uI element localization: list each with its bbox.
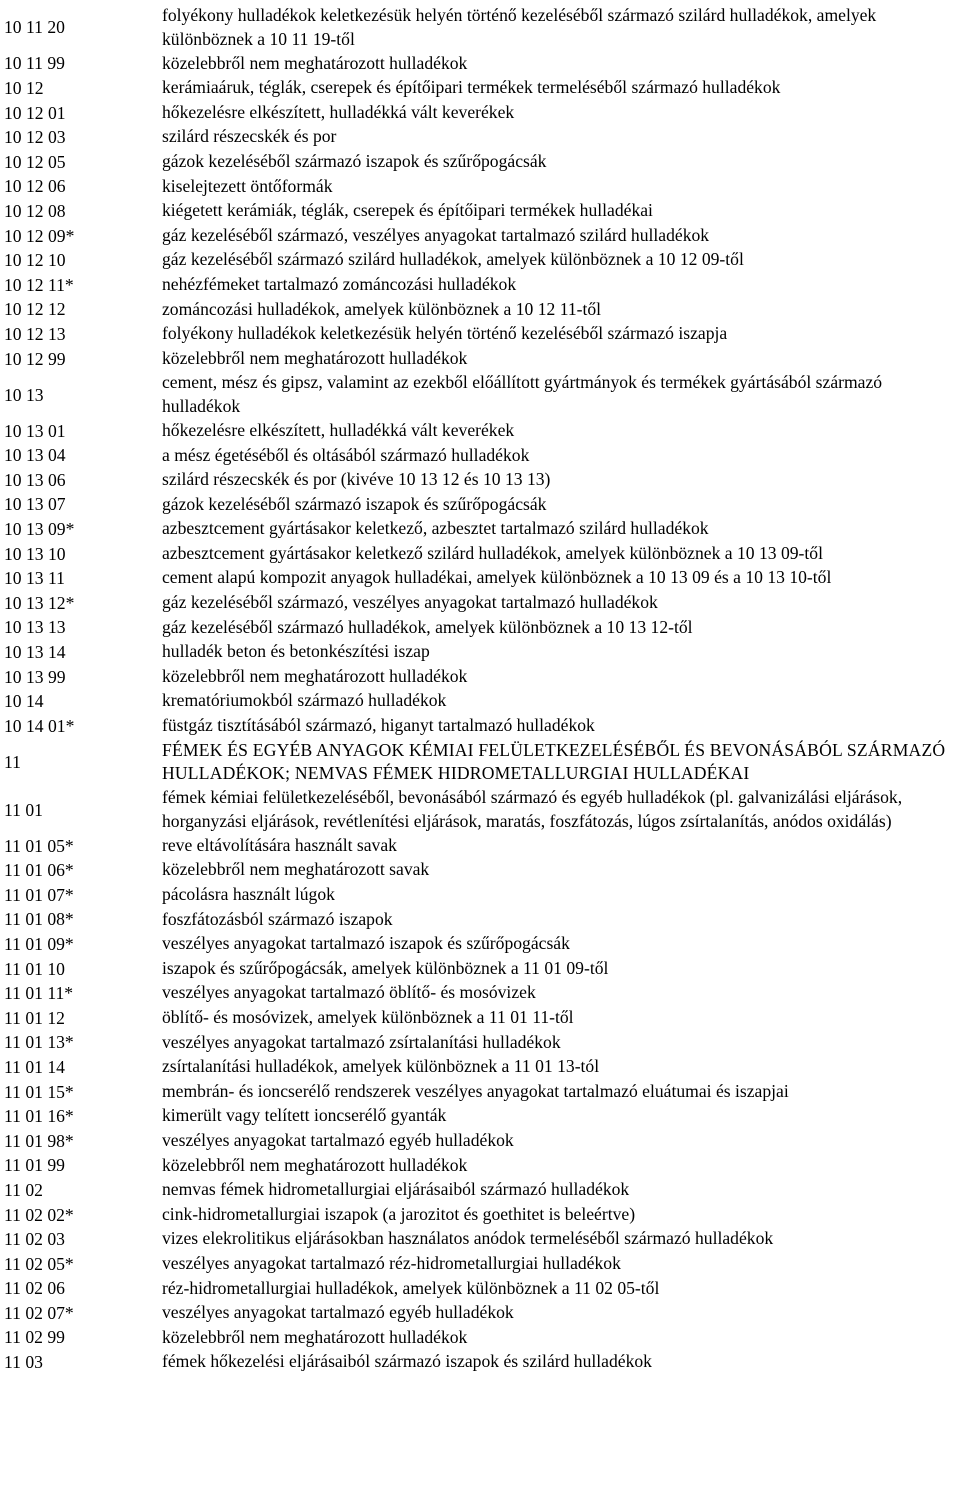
waste-description: füstgáz tisztításából származó, higanyt tartalmazó hulladékok	[162, 715, 595, 736]
waste-code: 11 02 05*	[4, 1253, 74, 1274]
list-item	[0, 101, 960, 126]
list-item	[0, 468, 960, 493]
waste-code: 11 03	[4, 1352, 43, 1373]
waste-code: 11 01	[4, 799, 43, 820]
list-item	[0, 1080, 960, 1105]
waste-description: FÉMEK ÉS EGYÉB ANYAGOK KÉMIAI FELÜLETKEZELÉSÉBŐL ÉS BEVONÁSÁBÓL SZÁRMAZÓ HULLADÉKOK; NEMVAS FÉMEK HIDROMETALLURGIAI HULLADÉKAI	[162, 739, 946, 784]
list-item	[0, 273, 960, 298]
list-item	[0, 957, 960, 982]
waste-code: 10 11 99	[4, 53, 65, 74]
list-item	[0, 4, 960, 52]
waste-code: 10 14	[4, 691, 44, 712]
list-item	[0, 858, 960, 883]
waste-description: membrán- és ioncserélő rendszerek veszélyes anyagokat tartalmazó eluátumai és iszapjai	[162, 1080, 789, 1101]
waste-description: folyékony hulladékok keletkezésük helyén történő kezeléséből származó szilárd hulladékok, amelyek különböznek a 10 11 19-től	[162, 5, 877, 49]
list-item	[0, 1252, 960, 1277]
list-item	[0, 347, 960, 372]
waste-description: közelebbről nem meghatározott savak	[162, 859, 430, 880]
waste-code: 10 13 13	[4, 617, 66, 638]
waste-description: kerámiaáruk, téglák, cserepek és építőipari termékek termeléséből származó hulladékok	[162, 77, 781, 98]
list-item	[0, 834, 960, 859]
waste-code: 11 02 02*	[4, 1204, 74, 1225]
waste-description: folyékony hulladékok keletkezésük helyén történő kezeléséből származó iszapja	[162, 323, 728, 344]
list-item	[0, 1227, 960, 1252]
waste-code: 11 01 13*	[4, 1032, 74, 1053]
waste-code: 11 02 99	[4, 1327, 65, 1348]
list-item	[0, 665, 960, 690]
waste-code: 10 13 09*	[4, 519, 75, 540]
waste-description: fémek kémiai felületkezeléséből, bevonásából származó és egyéb hulladékok (pl. galvanizálási eljárások, horganyzási eljárások, revétlenítési eljárások, maratás, foszfátozás, lúgos zsírtalanítás, anódos oxidálás)	[162, 787, 903, 832]
waste-code: 10 13 04	[4, 445, 66, 466]
waste-description: a mész égetéséből és oltásából származó hulladékok	[162, 444, 530, 465]
list-item	[0, 739, 960, 787]
waste-code: 11 01 06*	[4, 860, 74, 881]
waste-description: réz-hidrometallurgiai hulladékok, amelyek különböznek a 11 02 05-től	[162, 1277, 660, 1298]
waste-description: pácolásra használt lúgok	[162, 884, 335, 904]
waste-description: azbesztcement gyártásakor keletkező, azbesztet tartalmazó szilárd hulladékok	[162, 518, 709, 539]
waste-code: 10 13	[4, 384, 44, 405]
waste-description: szilárd részecskék és por	[162, 126, 337, 147]
waste-description: krematóriumokból származó hulladékok	[162, 690, 447, 711]
list-item	[0, 76, 960, 101]
list-item	[0, 932, 960, 957]
waste-code: 10 12	[4, 77, 44, 98]
list-item	[0, 248, 960, 273]
list-item	[0, 125, 960, 150]
waste-description: hőkezelésre elkészített, hulladékká vált keverékek	[162, 101, 515, 122]
list-item	[0, 981, 960, 1006]
waste-code: 10 13 12*	[4, 592, 75, 613]
list-item	[0, 883, 960, 908]
waste-code: 11	[4, 751, 21, 772]
list-item	[0, 199, 960, 224]
waste-description: vizes elekrolitikus eljárásokban használatos anódok termeléséből származó hulladékok	[162, 1228, 774, 1249]
waste-description: gáz kezeléséből származó, veszélyes anyagokat tartalmazó hulladékok	[162, 592, 658, 613]
waste-code: 10 13 01	[4, 420, 66, 441]
list-item	[0, 1104, 960, 1129]
waste-description: veszélyes anyagokat tartalmazó öblítő- és mosóvizek	[162, 982, 536, 1003]
list-item	[0, 224, 960, 249]
list-item	[0, 591, 960, 616]
waste-description: kimerült vagy telített ioncserélő gyanták	[162, 1105, 447, 1126]
waste-code: 11 02	[4, 1179, 43, 1200]
waste-description: kiselejtezett öntőformák	[162, 175, 333, 196]
waste-description: nehézfémeket tartalmazó zománcozási hulladékok	[162, 273, 517, 294]
waste-code: 10 12 10	[4, 250, 66, 271]
waste-description: gáz kezeléséből származó, veszélyes anyagokat tartalmazó szilárd hulladékok	[162, 224, 710, 245]
waste-code: 11 01 12	[4, 1007, 65, 1028]
waste-description: közelebbről nem meghatározott hulladékok	[162, 1154, 468, 1175]
list-item	[0, 640, 960, 665]
waste-code: 10 12 11*	[4, 274, 74, 295]
waste-code: 11 01 07*	[4, 884, 74, 905]
list-item	[0, 616, 960, 641]
waste-description: öblítő- és mosóvizek, amelyek különböznek a 11 01 11-től	[162, 1006, 574, 1027]
waste-code: 10 11 20	[4, 17, 65, 38]
waste-code: 10 12 09*	[4, 225, 75, 246]
list-item	[0, 322, 960, 347]
waste-code: 10 13 06	[4, 469, 66, 490]
list-item	[0, 714, 960, 739]
waste-code: 11 02 06	[4, 1278, 65, 1299]
list-item	[0, 1154, 960, 1179]
waste-code: 10 12 06	[4, 176, 66, 197]
list-item	[0, 52, 960, 77]
waste-description: nemvas fémek hidrometallurgiai eljárásaiból származó hulladékok	[162, 1179, 630, 1200]
waste-code: 11 01 05*	[4, 835, 74, 856]
waste-description: közelebbről nem meghatározott hulladékok	[162, 1326, 468, 1347]
waste-code: 11 01 08*	[4, 909, 74, 930]
list-item	[0, 419, 960, 444]
waste-code: 11 01 16*	[4, 1106, 74, 1127]
waste-description: iszapok és szűrőpogácsák, amelyek különböznek a 11 01 09-től	[162, 957, 609, 978]
list-item	[0, 1006, 960, 1031]
list-item	[0, 371, 960, 419]
waste-description: hulladék beton és betonkészítési iszap	[162, 641, 430, 662]
waste-code: 10 12 13	[4, 323, 66, 344]
waste-description: cement alapú kompozit anyagok hulladékai, amelyek különböznek a 10 13 09 és a 10 13 10-től	[162, 567, 832, 588]
waste-code: 10 13 14	[4, 642, 66, 663]
waste-description: hőkezelésre elkészített, hulladékká vált keverékek	[162, 419, 515, 440]
waste-code: 10 14 01*	[4, 715, 75, 736]
waste-description: fémek hőkezelési eljárásaiból származó iszapok és szilárd hulladékok	[162, 1351, 652, 1372]
list-item	[0, 1055, 960, 1080]
list-item	[0, 1277, 960, 1302]
waste-code: 10 13 11	[4, 568, 65, 589]
list-item	[0, 150, 960, 175]
list-item	[0, 1129, 960, 1154]
waste-code: 11 01 10	[4, 958, 65, 979]
list-item	[0, 175, 960, 200]
waste-code: 10 13 99	[4, 666, 66, 687]
waste-description: cink-hidrometallurgiai iszapok (a jarozitot és goethitet is beleértve)	[162, 1203, 636, 1224]
waste-description: reve eltávolítására használt savak	[162, 834, 397, 855]
waste-description: veszélyes anyagokat tartalmazó egyéb hulladékok	[162, 1129, 514, 1150]
waste-code: 10 12 12	[4, 299, 66, 320]
waste-description: gáz kezeléséből származó hulladékok, amelyek különböznek a 10 13 12-től	[162, 616, 693, 637]
waste-description: veszélyes anyagokat tartalmazó réz-hidrometallurgiai hulladékok	[162, 1252, 621, 1273]
waste-description: közelebbről nem meghatározott hulladékok	[162, 52, 468, 73]
waste-code: 11 01 09*	[4, 933, 74, 954]
list-item	[0, 1031, 960, 1056]
list-item	[0, 1203, 960, 1228]
waste-description: gáz kezeléséből származó szilárd hulladékok, amelyek különböznek a 10 12 09-től	[162, 249, 744, 270]
waste-code: 10 13 10	[4, 543, 66, 564]
waste-description: szilárd részecskék és por (kivéve 10 13 12 és 10 13 13)	[162, 469, 551, 490]
list-item	[0, 444, 960, 469]
waste-code: 11 02 07*	[4, 1302, 74, 1323]
waste-description: veszélyes anyagokat tartalmazó iszapok és szűrőpogácsák	[162, 933, 570, 954]
waste-description: kiégetett kerámiák, téglák, cserepek és építőipari termékek hulladékai	[162, 200, 653, 221]
waste-code: 10 12 01	[4, 102, 66, 123]
list-item	[0, 517, 960, 542]
waste-description: cement, mész és gipsz, valamint az ezekből előállított gyártmányok és termékek gyártásából származó hulladékok	[162, 372, 883, 417]
list-item	[0, 566, 960, 591]
waste-code: 10 12 05	[4, 151, 66, 172]
list-item	[0, 1178, 960, 1203]
waste-description: veszélyes anyagokat tartalmazó zsírtalanítási hulladékok	[162, 1031, 561, 1052]
waste-code: 11 01 11*	[4, 983, 74, 1004]
waste-description: gázok kezeléséből származó iszapok és szűrőpogácsák	[162, 493, 547, 514]
waste-description: azbesztcement gyártásakor keletkező szilárd hulladékok, amelyek különböznek a 10 13 09-től	[162, 542, 823, 563]
waste-description: zománcozási hulladékok, amelyek különböznek a 10 12 11-től	[162, 298, 602, 319]
list-item	[0, 298, 960, 323]
waste-code: 11 01 99	[4, 1155, 65, 1176]
waste-code: 10 12 99	[4, 348, 66, 369]
waste-code: 11 02 03	[4, 1229, 65, 1250]
list-item	[0, 689, 960, 714]
waste-description: közelebbről nem meghatározott hulladékok	[162, 665, 468, 686]
list-item	[0, 786, 960, 834]
list-item	[0, 1350, 960, 1375]
list-item	[0, 1326, 960, 1351]
list-item	[0, 908, 960, 933]
waste-description: közelebbről nem meghatározott hulladékok	[162, 347, 468, 368]
waste-description: zsírtalanítási hulladékok, amelyek különböznek a 11 01 13-tól	[162, 1056, 600, 1077]
waste-code: 11 01 15*	[4, 1081, 74, 1102]
waste-description: foszfátozásból származó iszapok	[162, 908, 393, 929]
waste-description: veszélyes anyagokat tartalmazó egyéb hulladékok	[162, 1302, 514, 1323]
waste-code: 11 01 14	[4, 1056, 65, 1077]
list-item	[0, 493, 960, 518]
waste-description: gázok kezeléséből származó iszapok és szűrőpogácsák	[162, 150, 547, 171]
waste-code: 10 13 07	[4, 494, 66, 515]
waste-code: 11 01 98*	[4, 1130, 74, 1151]
list-item	[0, 542, 960, 567]
waste-code: 10 12 03	[4, 127, 66, 148]
list-item	[0, 1301, 960, 1326]
waste-code: 10 12 08	[4, 200, 66, 221]
